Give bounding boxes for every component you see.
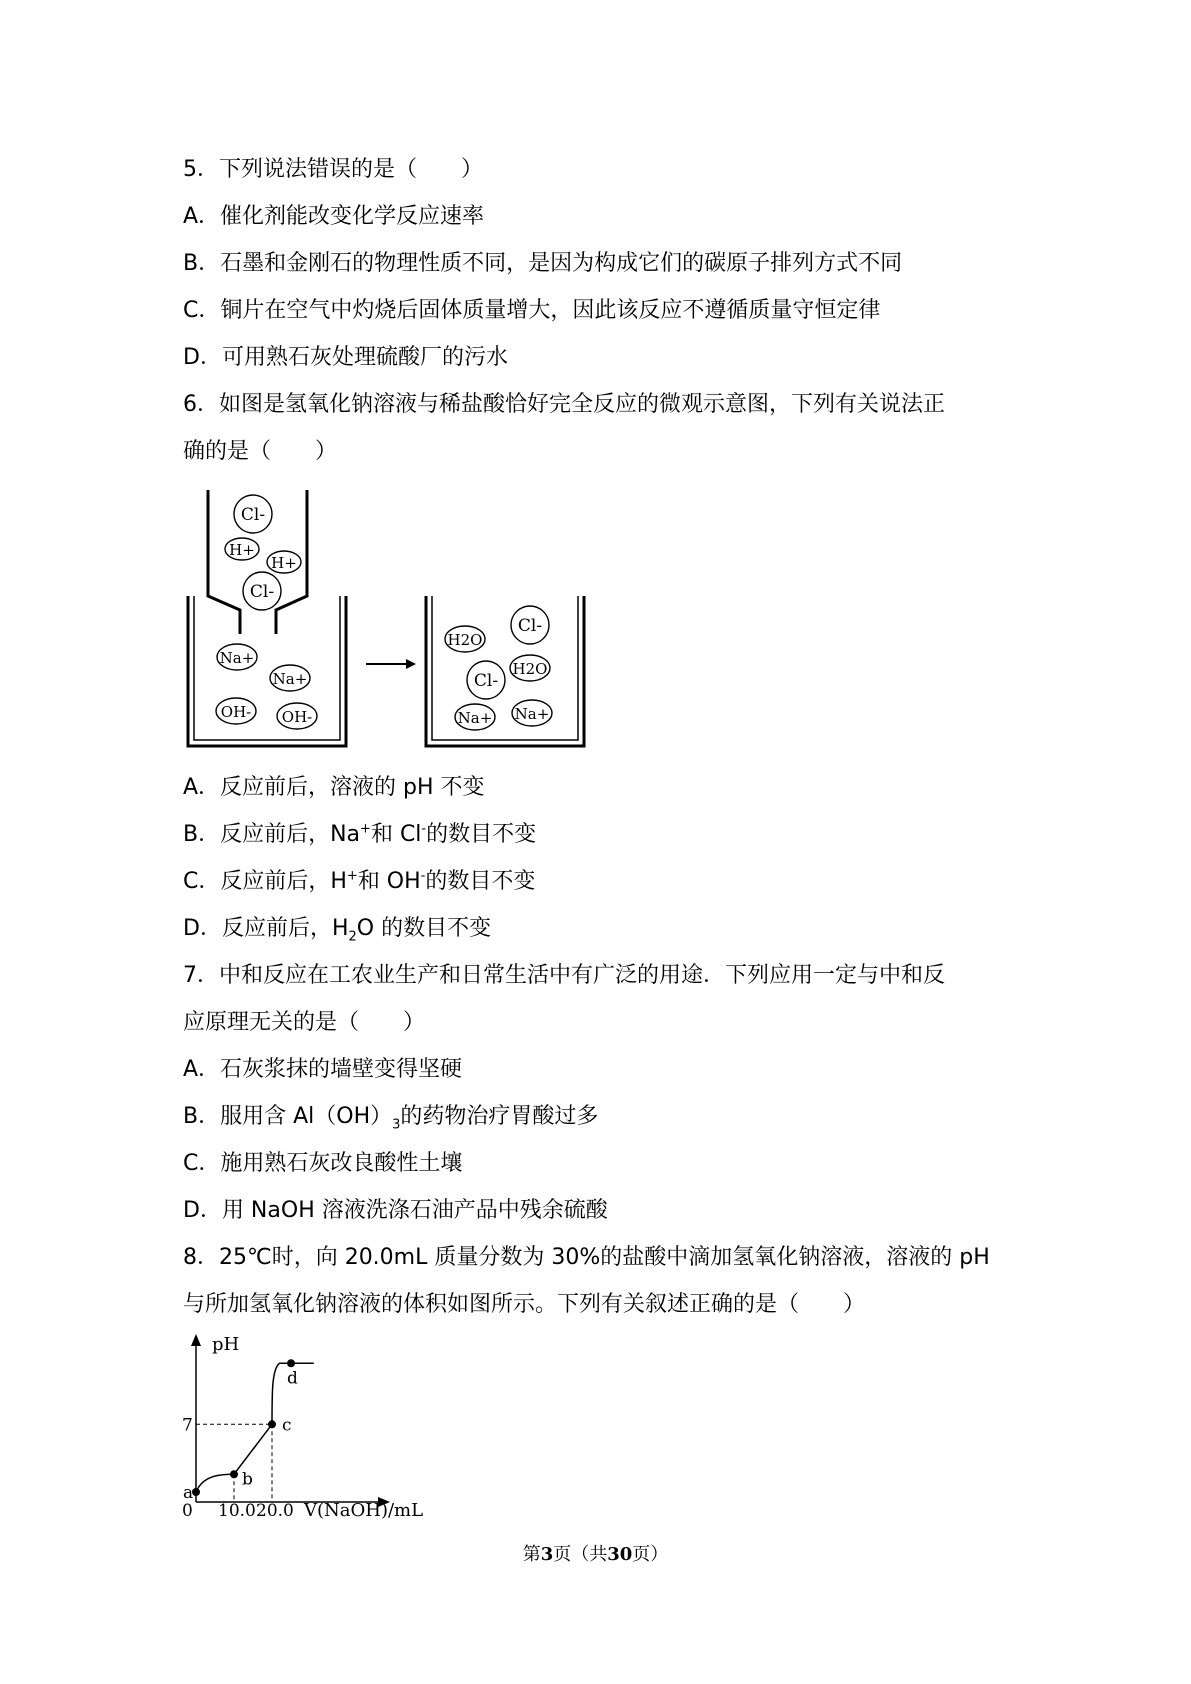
footer-text: 页（共 [553,1544,608,1565]
ion-label: Cl- [517,616,543,636]
text-span: 和 Cl [370,822,422,847]
point-d [287,1359,295,1367]
ion-label: H2O [447,631,483,649]
superscript: - [421,821,427,837]
q6-option-b [183,820,536,850]
q5-option-c: C．铜片在空气中灼烧后固体质量增大，因此该反应不遵循质量守恒定律 [183,298,881,323]
footer-text: 页） [632,1544,669,1565]
point-b [230,1470,238,1478]
text-span: 和 OH [357,869,421,894]
q8-stem-line1: 8．25℃时，向 20.0mL 质量分数为 30%的盐酸中滴加氢氧化钠溶液，溶液的 pH [183,1245,990,1270]
q7-option-c: C．施用熟石灰改良酸性土壤 [183,1151,463,1176]
x-tick-label: 0 [182,1501,193,1521]
point-label-d: d [287,1368,298,1389]
point-label-c: c [282,1415,292,1436]
x-axis-label: V(NaOH)/mL [304,1500,424,1521]
ion-label: OH- [281,708,313,726]
q6-option-a: A．反应前后，溶液的 pH 不变 [183,775,485,800]
text-span: D．反应前后，H [183,916,349,941]
y-axis-label: pH [212,1334,240,1355]
text-span: B．服用含 Al（OH） [183,1104,393,1129]
text-span: C．反应前后，H [183,869,347,894]
ion-label: H+ [229,541,255,559]
text-span: 的数目不变 [426,822,537,847]
total-pages: 30 [607,1544,633,1565]
ion-label: Na+ [272,670,308,688]
ion-label: Na+ [219,649,255,667]
superscript: + [360,821,371,837]
ion-label: Na+ [457,709,493,727]
ion-label: H2O [512,660,548,678]
q5-option-d: D．可用熟石灰处理硫酸厂的污水 [183,345,508,370]
q5-option-b: B．石墨和金刚石的物理性质不同，是因为构成它们的碳原子排列方式不同 [183,251,903,276]
ion-label: H+ [271,554,297,572]
subscript: 3 [392,1117,401,1133]
q7-option-b [183,1102,598,1132]
superscript: + [346,868,358,884]
footer-text: 第 [522,1544,541,1565]
q7-stem-line1: 7．中和反应在工农业生产和日常生活中有广泛的用途．下列应用一定与中和反 [183,963,945,988]
text-span: 的药物治疗胃酸过多 [400,1104,599,1129]
point-c [268,1420,276,1428]
ion-label: Na+ [514,705,550,723]
q5-option-a: A．催化剂能改变化学反应速率 [183,204,485,229]
point-label-b: b [242,1469,253,1490]
page-footer [0,1540,1191,1566]
q8-stem-line2: 与所加氢氧化钠溶液的体积如图所示。下列有关叙述正确的是（ ） [183,1292,866,1317]
ph-titration-chart [176,1332,466,1522]
superscript: - [420,868,426,884]
q6-stem-line2: 确的是（ ） [183,439,338,464]
ion-label: Cl- [240,505,266,525]
q5-stem: 5．下列说法错误的是（ ） [183,157,483,182]
ion-label: Cl- [249,582,275,602]
page-number: 3 [540,1544,554,1565]
text-span: O 的数目不变 [356,916,492,941]
y-tick-label: 7 [182,1415,193,1436]
x-tick-label: 10.0 [218,1501,256,1521]
text-span: 的数目不变 [425,869,536,894]
q6-option-c [183,867,535,897]
q6-stem-line1: 6．如图是氢氧化钠溶液与稀盐酸恰好完全反应的微观示意图，下列有关说法正 [183,392,945,417]
q7-option-a: A．石灰浆抹的墙壁变得坚硬 [183,1057,463,1082]
q7-option-d: D．用 NaOH 溶液洗涤石油产品中残余硫酸 [183,1198,608,1223]
y-axis-arrow [191,1334,201,1346]
q7-stem-line2: 应原理无关的是（ ） [183,1010,426,1035]
ion-label: OH- [220,703,252,721]
neutralization-micro-diagram [180,484,600,750]
ion-label: Cl- [473,671,499,691]
point-label-a: a [183,1483,194,1504]
q6-option-d [183,914,491,944]
subscript: 2 [348,929,357,945]
point-a [192,1488,200,1496]
x-tick-label: 20.0 [256,1501,294,1521]
text-span: B．反应前后，Na [183,822,361,847]
